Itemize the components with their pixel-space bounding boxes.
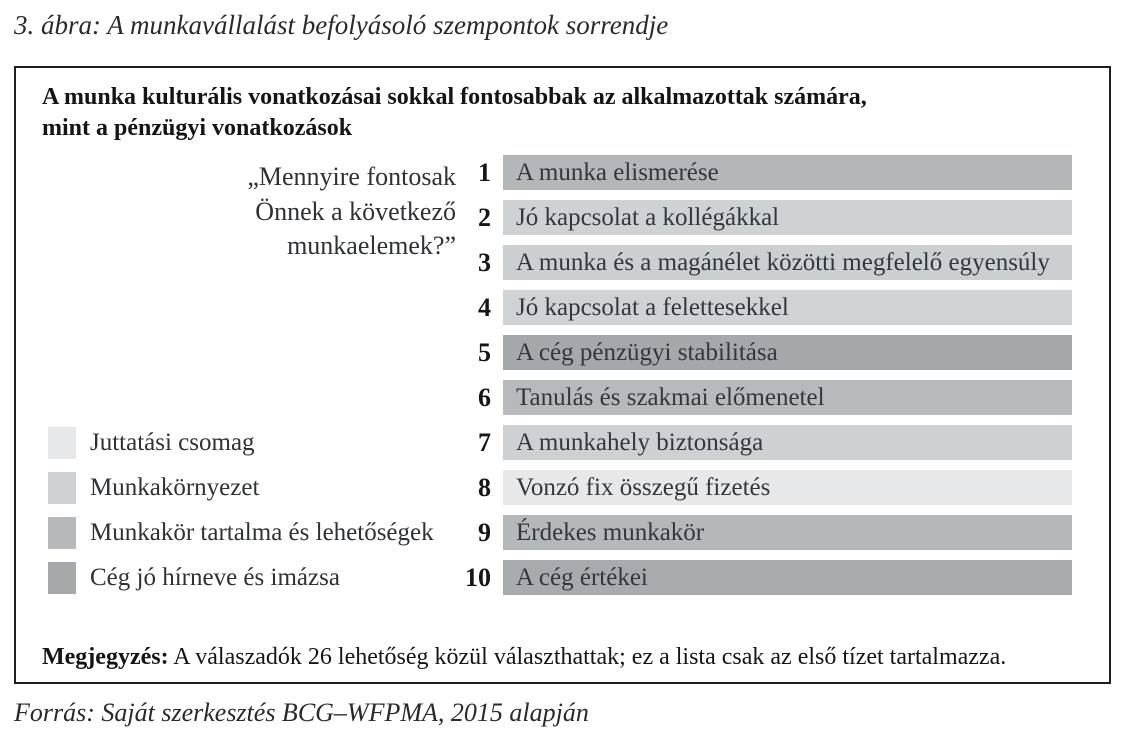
rank-bar-label: A munka és a magánélet közötti megfelelő egyensúly xyxy=(516,248,1050,276)
rank-bar xyxy=(503,380,1072,415)
legend-item xyxy=(48,560,340,595)
chart-title-line1: A munka kulturális vonatkozásai sokkal fontosabbak az alkalmazottak számára, xyxy=(42,84,867,110)
survey-question-line1: „Mennyire fontosak xyxy=(247,162,456,191)
legend-label: Cég jó hírneve és imázsa xyxy=(90,563,340,591)
legend-item xyxy=(48,515,434,550)
rank-number: 7 xyxy=(478,428,491,457)
rank-number: 10 xyxy=(465,563,491,592)
survey-question-line3: munkaelemek?” xyxy=(287,231,456,261)
legend-swatch xyxy=(48,562,76,594)
rank-bar xyxy=(503,245,1072,280)
rank-number: 1 xyxy=(478,158,491,187)
legend-label: Munkakör tartalma és lehetőségek xyxy=(90,518,434,546)
rank-number: 4 xyxy=(478,293,491,322)
rank-bar xyxy=(503,335,1072,370)
rank-bar xyxy=(503,560,1072,595)
source-line: Forrás: Saját szerkesztés BCG–WFPMA, 2015 alapján xyxy=(14,698,589,727)
ranking-row xyxy=(16,380,1109,415)
rank-bar-label: Tanulás és szakmai előmenetel xyxy=(516,383,825,411)
rank-number: 3 xyxy=(478,248,491,277)
rank-bar-label: A cég értékei xyxy=(516,563,648,591)
rank-bar xyxy=(503,515,1072,550)
legend-swatch xyxy=(48,472,76,504)
ranking-row xyxy=(16,290,1109,325)
rank-bar-label: A munka elismerése xyxy=(516,158,719,186)
rank-bar-label: A munkahely biztonsága xyxy=(516,428,764,456)
legend-item xyxy=(48,470,259,505)
ranking-row xyxy=(16,335,1109,370)
rank-number: 9 xyxy=(478,518,491,547)
legend-item xyxy=(48,425,255,460)
rank-bar xyxy=(503,290,1072,325)
survey-question-line2: Önnek a következő xyxy=(255,196,456,226)
ranking-row xyxy=(16,200,1109,235)
chart-note xyxy=(42,644,1092,671)
rank-number: 2 xyxy=(478,203,491,232)
chart-note-label: Megjegyzés: xyxy=(42,644,169,670)
rank-bar xyxy=(503,200,1072,235)
rank-number: 8 xyxy=(478,473,491,502)
rank-bar-label: Jó kapcsolat a felettesekkel xyxy=(516,293,789,321)
rank-bar-label: Jó kapcsolat a kollégákkal xyxy=(516,203,780,231)
rank-bar-label: A cég pénzügyi stabilitása xyxy=(516,338,778,366)
rank-number: 6 xyxy=(478,383,491,412)
rank-bar xyxy=(503,425,1072,460)
rank-bar xyxy=(503,470,1072,505)
legend-label: Juttatási csomag xyxy=(90,428,255,456)
legend-label: Munkakörnyezet xyxy=(90,473,260,501)
rank-bar-label: Érdekes munkakör xyxy=(516,518,705,546)
chart-title-line2: mint a pénzügyi vonatkozások xyxy=(42,114,353,141)
chart-title xyxy=(42,82,942,143)
rank-number: 5 xyxy=(478,338,491,367)
chart-note-text: A válaszadók 26 lehetőség közül választhattak; ez a lista csak az első tízet tartalmazza. xyxy=(168,644,1007,670)
ranking-row xyxy=(16,155,1109,190)
rank-bar-label: Vonzó fix összegű fizetés xyxy=(516,473,771,501)
chart-panel xyxy=(14,66,1111,684)
legend-swatch xyxy=(48,427,76,459)
figure-caption: 3. ábra: A munkavállalást befolyásoló szempontok sorrendje xyxy=(14,10,669,40)
ranking-row xyxy=(16,245,1109,280)
legend-swatch xyxy=(48,517,76,549)
rank-bar xyxy=(503,155,1072,190)
